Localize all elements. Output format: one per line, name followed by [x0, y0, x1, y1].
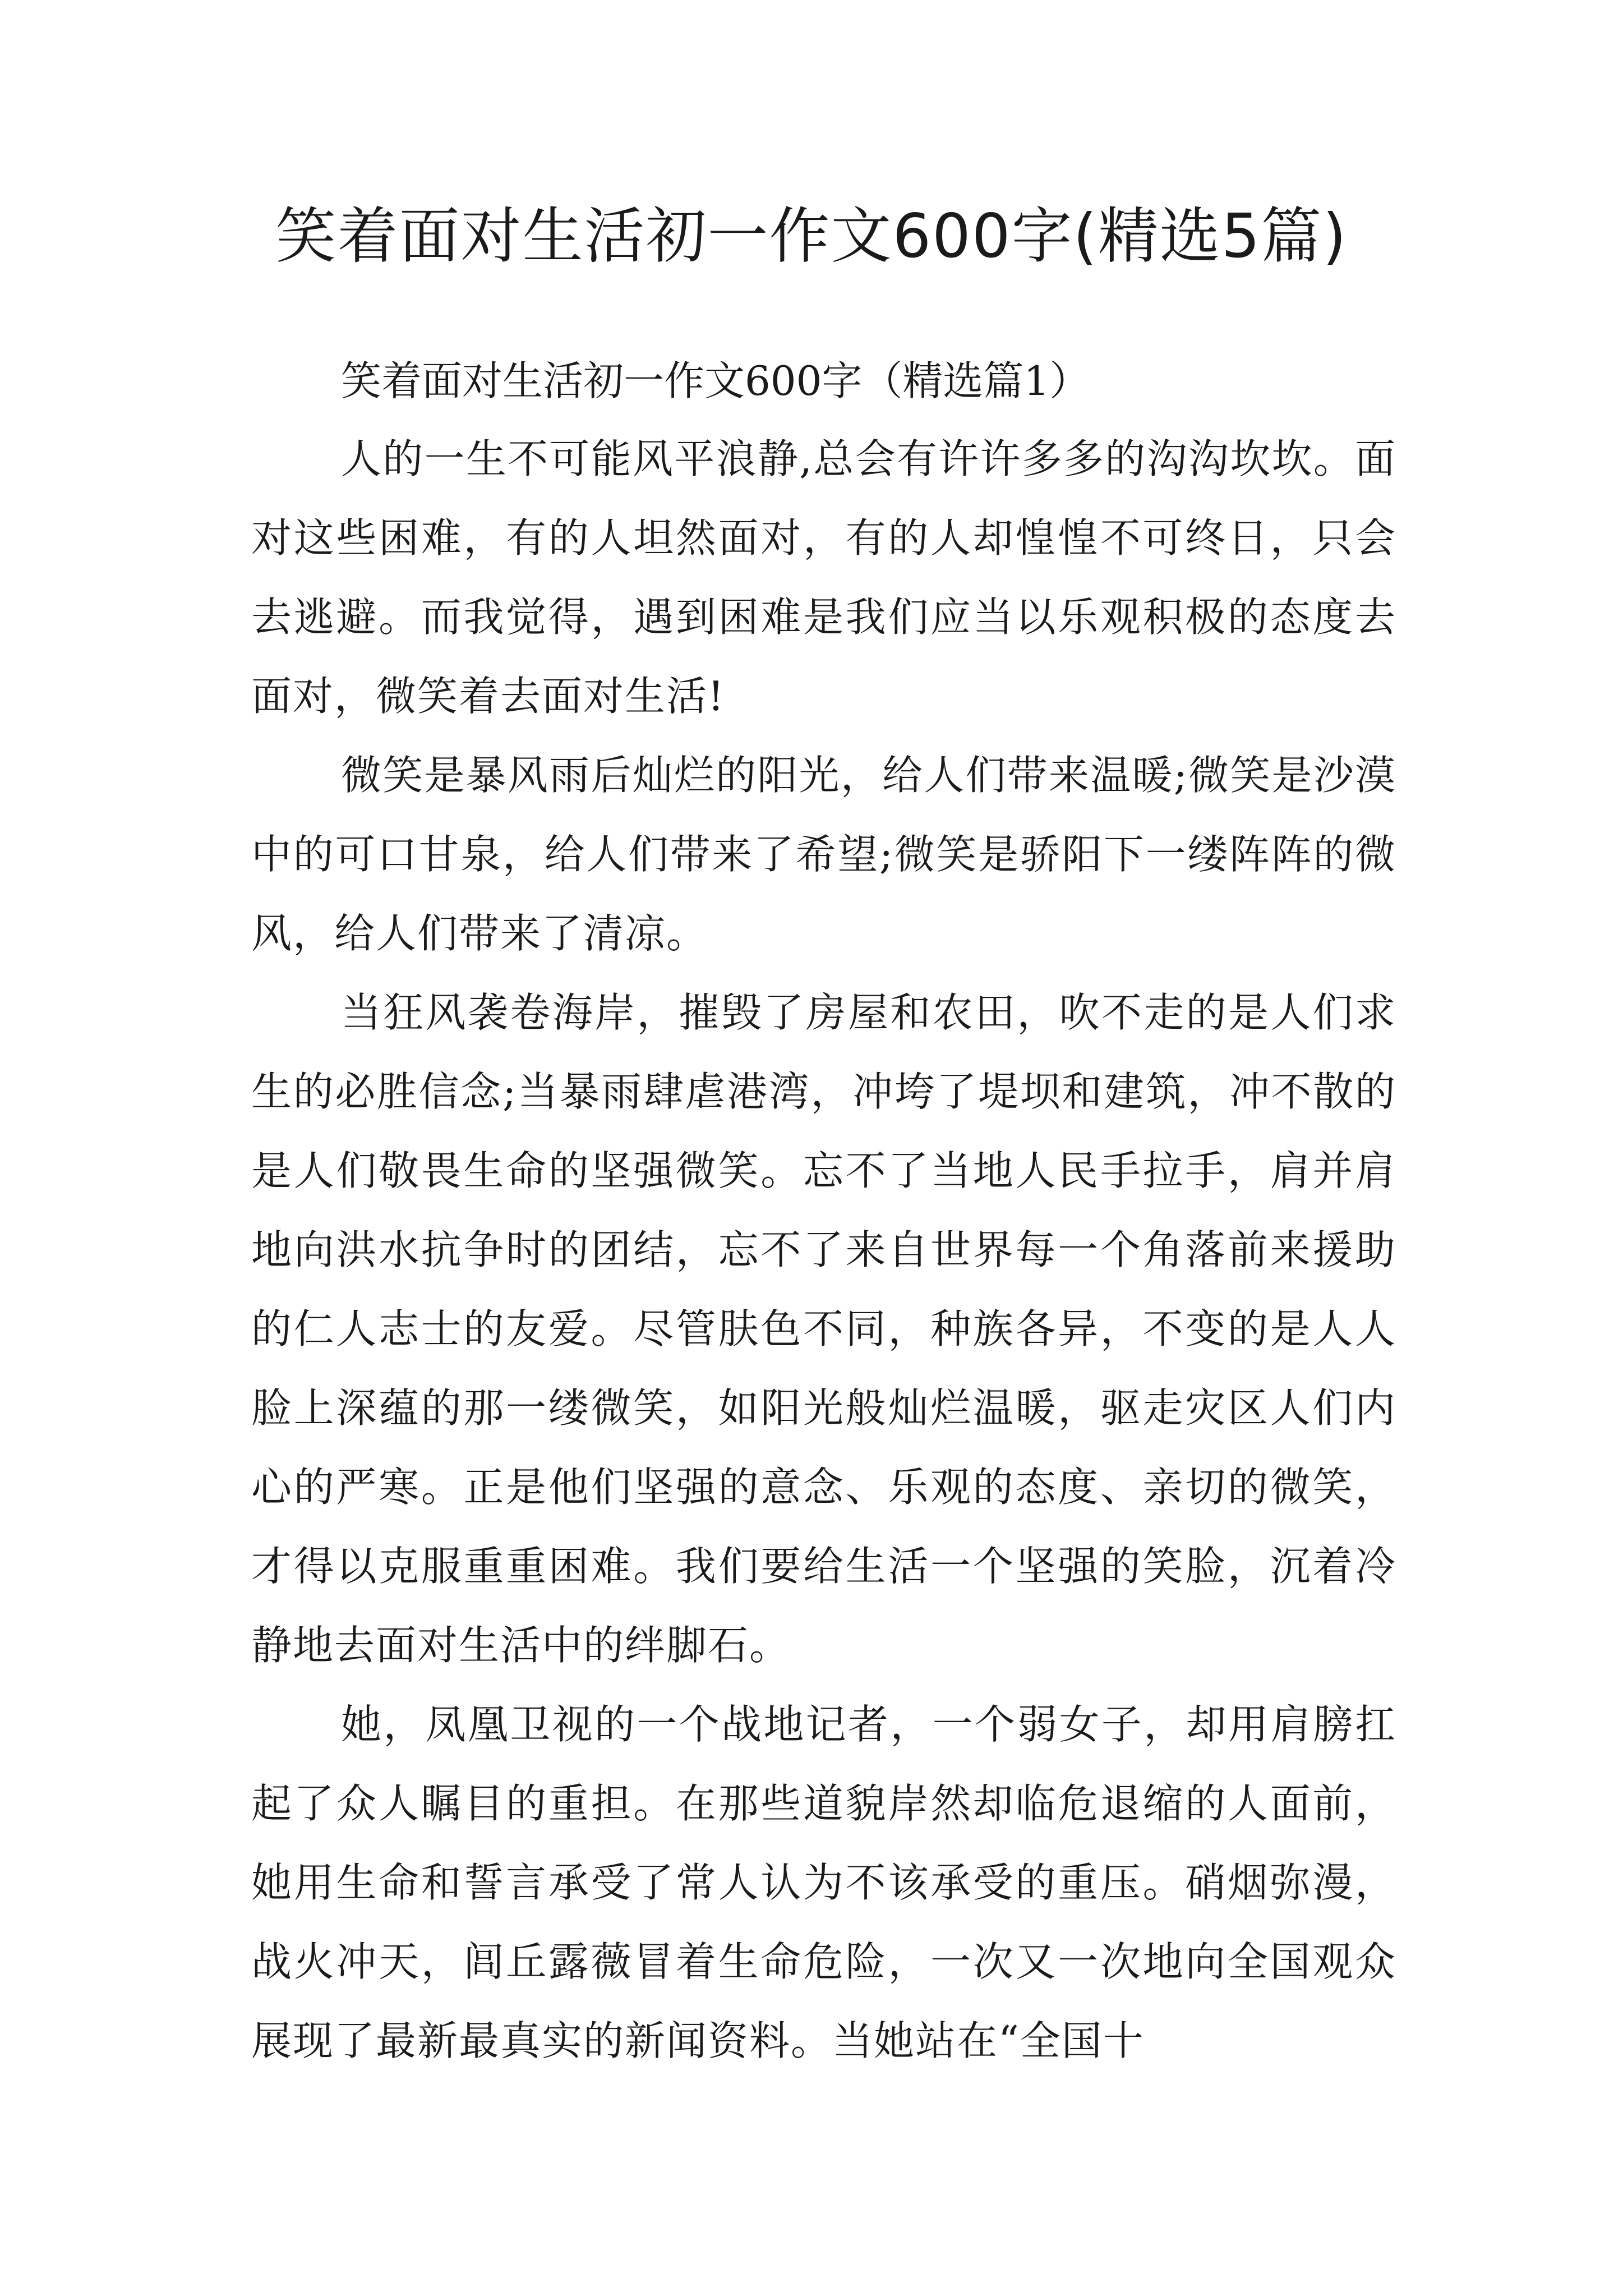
paragraph-1: 人的一生不可能风平浪静,总会有许许多多的沟沟坎坎。面对这些困难，有的人坦然面对，有的人却惶惶不可终日，只会去逃避。而我觉得，遇到困难是我们应当以乐观积极的态度去面对，微笑着去面对生活! [251, 435, 1396, 720]
paragraph-2: 微笑是暴风雨后灿烂的阳光，给人们带来温暖;微笑是沙漠中的可口甘泉，给人们带来了希望;微笑是骄阳下一缕阵阵的微风，给人们带来了清凉。 [251, 752, 1396, 957]
document-title: 笑着面对生活初一作文600字(精选5篇) [275, 201, 1348, 272]
paragraph-4: 她，凤凰卫视的一个战地记者，一个弱女子，却用肩膀扛起了众人瞩目的重担。在那些道貌岸然却临危退缩的人面前，她用生命和誓言承受了常人认为不该承受的重压。硝烟弥漫，战火冲天，闾丘露薇冒着生命危险，一次又一次地向全国观众展现了最新最真实的新闻资料。当她站在“全国十 [251, 1701, 1396, 2064]
document-body [251, 342, 1396, 2081]
paragraph-3: 当狂风袭卷海岸，摧毁了房屋和农田，吹不走的是人们求生的必胜信念;当暴雨肆虐港湾，冲垮了堤坝和建筑，冲不散的是人们敬畏生命的坚强微笑。忘不了当地人民手拉手，肩并肩地向洪水抗争时的团结，忘不了来自世界每一个角落前来援助的仁人志士的友爱。尽管肤色不同，种族各异，不变的是人人脸上深蕴的那一缕微笑，如阳光般灿烂温暖，驱走灾区人们内心的严寒。正是他们坚强的意念、乐观的态度、亲切的微笑，才得以克服重重困难。我们要给生活一个坚强的笑脸，沉着冷静地去面对生活中的绊脚石。 [251, 989, 1396, 1669]
section-subtitle: 笑着面对生活初一作文600字（精选篇1） [341, 357, 1090, 404]
